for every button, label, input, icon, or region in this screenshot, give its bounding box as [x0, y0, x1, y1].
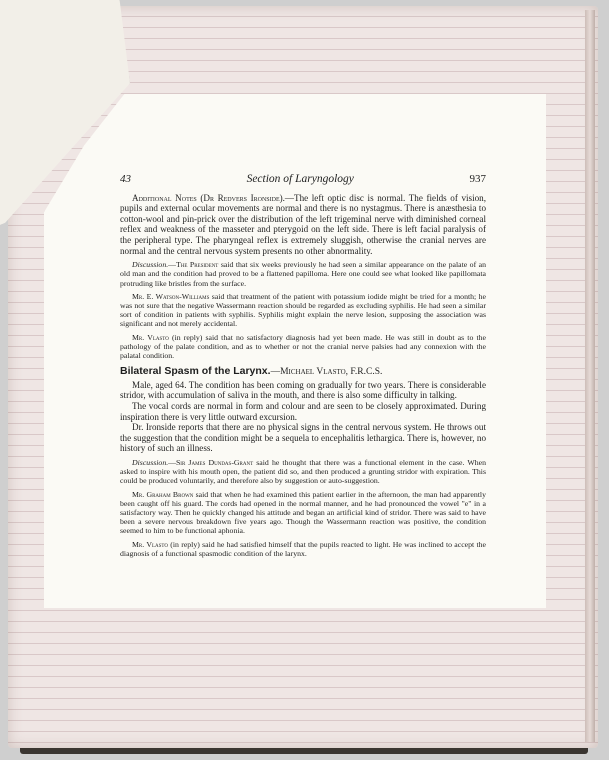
page-binding-edge	[585, 10, 595, 742]
clipping-text	[120, 174, 486, 558]
case-author: —Michael Vlasto, F.R.C.S.	[270, 367, 383, 378]
page-header	[120, 174, 486, 185]
vlasto-speaker: Mr. Vlasto	[132, 332, 169, 342]
watson-williams-paragraph	[120, 292, 486, 329]
case-title: Bilateral Spasm of the Larynx.	[120, 365, 271, 378]
vlasto-reply-paragraph-1	[120, 333, 486, 361]
additional-notes-paragraph	[120, 193, 486, 257]
watson-text: said that treatment of the patient with potassium iodide might be tried for a month; he was not sure that the negative Wassermann reaction should be regarded as excluding syphilis. He had seen a similar sort of condition in patients with syphilis. Syphilis might explain the nerve lesion, supposing the association was significant and not merely accidental.	[120, 291, 486, 329]
case-heading	[120, 366, 486, 378]
vlasto-reply-paragraph-2	[120, 540, 486, 558]
vlasto-reply-text: (in reply) said that no satisfactory diagnosis had yet been made. He was still in doubt as to the pathology of the palate condition, and as to whether or not the cranial nerve palsies had any connexion with the palatal condition.	[120, 332, 486, 360]
graham-speaker: Mr. Graham Brown	[132, 489, 194, 499]
running-title: Section of Laryngology	[246, 173, 354, 185]
case-paragraph: The vocal cords are normal in form and colour and are seen to be closely approximated. During inspiration there is very little outward excursion.	[120, 400, 486, 422]
additional-notes-body: —The left optic disc is normal. The fields of vision, pupils and external ocular movements are normal and there is no nystagmus. There is anæsthesia to cotton-wool and pin-prick over the distribution of the left trigeminal nerve with diminished corneal reflex and weakness of the masseter and pterygoid on the left side. There is left facial paralysis of the peripheral type. The pharyngeal reflex is extremely sluggish, otherwise the cranial nerves are normal and the central nervous system presents no other abnormality.	[120, 192, 486, 256]
watson-speaker: Mr. E. Watson-Williams	[132, 291, 210, 301]
discussion-label: Discussion.	[132, 457, 169, 467]
left-page-number: 43	[120, 173, 131, 185]
case-paragraph: Male, aged 64. The condition has been coming on gradually for two years. There is considerable stridor, with accumulation of saliva in the mouth, and there is also some difficulty in talking.	[120, 379, 486, 401]
vlasto-reply-text: (in reply) said he had satisfied himself that the pupils reacted to light. He was inclined to accept the diagnosis of a functional spasmodic condition of the larynx.	[120, 539, 487, 558]
discussion-paragraph-2	[120, 458, 486, 486]
discussion-speaker: —Sir James Dundas-Grant	[168, 457, 254, 467]
discussion-text: said that six weeks previously he had seen a similar appearance on the palate of an old man and the condition had proved to be a flattened papilloma. Here one could see what looked like papillomata protruding like bristles from the surface.	[120, 260, 486, 288]
discussion-speaker: —The President	[168, 260, 219, 270]
graham-brown-paragraph	[120, 490, 486, 536]
discussion-label: Discussion.	[132, 260, 169, 270]
page-number: 937	[469, 173, 486, 185]
vlasto-speaker: Mr. Vlasto	[132, 539, 169, 549]
graham-text: said that when he had examined this patient earlier in the afternoon, the man had apparently been caught off his guard. The cords had opened in the normal manner, and he had pronounced the vowel "e" in a satisfactory way. Then he quickly changed his attitude and began an artificial kind of stridor. There was said to have been a severe nervous breakdown five years ago. Though the Wassermann reaction was positive, the condition seemed to him to be functional aphonia.	[120, 489, 486, 536]
discussion-paragraph-1	[120, 260, 486, 288]
discussion-text: said he thought that there was a functional element in the case. When asked to inspire with his mouth open, the patient did so, and then produced a grunting stridor with expiration. This could be produced voluntarily, and therefore also by suggestion or auto-suggestion.	[120, 457, 486, 486]
case-paragraph: Dr. Ironside reports that there are no physical signs in the central nervous system. He throws out the suggestion that the condition might be a sequela to encephalitis lethargica. There is, however, no history of such an illness.	[120, 422, 486, 454]
additional-notes-heading: Additional Notes (Dr Redvers Ironside).	[132, 192, 285, 203]
